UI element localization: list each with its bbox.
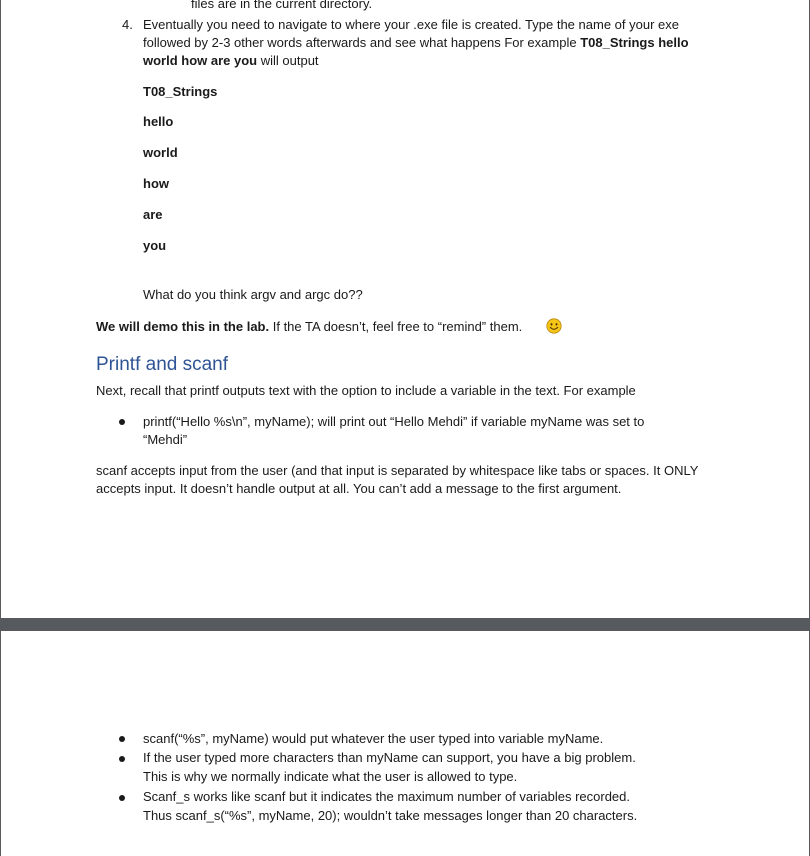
output-line: how — [143, 176, 169, 191]
demo-note — [96, 318, 522, 336]
scanf-bullet-line: Thus scanf_s(“%s”, myName, 20); wouldn’t take messages longer than 20 characters. — [143, 808, 638, 823]
demo-note-text: If the TA doesn’t, feel free to “remind” them. — [269, 319, 523, 334]
section-heading: Printf and scanf — [96, 354, 229, 375]
scanf-bullet-line: scanf(“%s”, myName) would put whatever the user typed into variable myName. — [143, 731, 604, 746]
scanf-bullet-line: Scanf_s works like scanf but it indicates the maximum number of variables recorded. — [143, 789, 630, 804]
scanf-paragraph-line-2: accepts input. It doesn’t handle output at all. You can’t add a message to the first argument. — [96, 481, 622, 496]
scanf-bullet-line: If the user typed more characters than myName can support, you have a big problem. — [143, 750, 636, 765]
step4-line-2-bold: T08_Strings hello — [580, 35, 689, 50]
demo-note-bold: We will demo this in the lab. — [96, 319, 270, 334]
bullet-dot — [119, 419, 125, 425]
output-line: you — [143, 238, 167, 253]
step4-line-1: Eventually you need to navigate to where your .exe file is created. Type the name of your exe — [143, 17, 679, 32]
output-line: hello — [143, 114, 174, 129]
clipped-top-line: files are in the current directory. — [191, 0, 373, 11]
printf-bullet-line-1: printf(“Hello %s\n”, myName); will print out “Hello Mehdi” if variable myName was set to — [143, 414, 645, 429]
step-number: 4. — [122, 17, 133, 32]
printf-intro: Next, recall that printf outputs text with the option to include a variable in the text. For example — [96, 383, 636, 398]
printf-bullet-line-2: “Mehdi” — [143, 432, 188, 447]
output-line: T08_Strings — [143, 84, 218, 99]
output-line: are — [143, 207, 163, 222]
bullet-dot — [119, 795, 125, 801]
scanf-bullet-line: This is why we normally indicate what the user is allowed to type. — [143, 769, 518, 784]
scanf-paragraph-line-1: scanf accepts input from the user (and that input is separated by whitespace like tabs or spaces. It ONLY — [96, 463, 699, 478]
step4-line-3-bold: world how are you — [143, 53, 258, 68]
page-separator — [0, 619, 810, 630]
step4-line-2-text: followed by 2-3 other words afterwards and see what happens For example — [143, 35, 581, 50]
step4-line-3-text: will output — [257, 53, 319, 68]
step4-line-3 — [143, 52, 319, 70]
smiling-face-icon — [546, 318, 562, 334]
step4-line-2 — [143, 34, 689, 52]
argv-question: What do you think argv and argc do?? — [143, 287, 363, 302]
bullet-dot — [119, 756, 125, 762]
output-line: world — [143, 145, 178, 160]
document-page-2 — [0, 630, 810, 856]
bullet-dot — [119, 736, 125, 742]
